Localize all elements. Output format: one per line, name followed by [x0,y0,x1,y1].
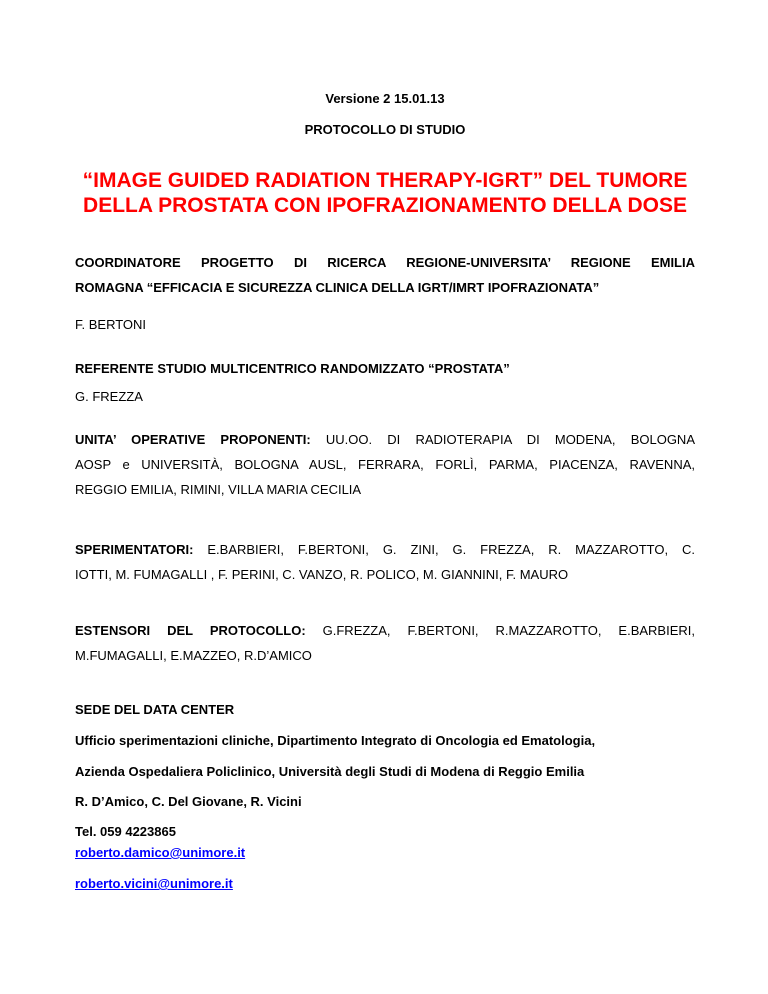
study-title [75,168,695,218]
referent-heading: REFERENTE STUDIO MULTICENTRICO RANDOMIZZATO “PROSTATA” [75,361,510,376]
operative-units-line-1 [75,427,695,452]
operative-units-line-2: AOSP e UNIVERSITÀ, BOLOGNA AUSL, FERRARA, FORLÌ, PARMA, PIACENZA, RAVENNA, [75,457,695,472]
protocol-label: PROTOCOLLO DI STUDIO [304,122,466,137]
protocol-authors-line-2: M.FUMAGALLI, E.MAZZEO, R.D’AMICO [75,648,312,663]
coordinator-heading-line-1: COORDINATORE PROGETTO DI RICERCA REGIONE-UNIVERSITA’ REGIONE EMILIA [75,255,695,270]
protocol-authors-line-1 [75,618,695,643]
coordinator-heading [75,250,695,300]
experimenters-line-2: IOTTI, M. FUMAGALLI , F. PERINI, C. VANZO, R. POLICO, M. GIANNINI, F. MAURO [75,567,569,582]
data-center-hospital: Azienda Ospedaliera Policlinico, Università degli Studi di Modena di Reggio Emilia [75,764,585,779]
operative-units-line-3: REGGIO EMILIA, RIMINI, VILLA MARIA CECILIA [75,482,362,497]
protocol-authors-label: ESTENSORI DEL PROTOCOLLO: [75,623,306,638]
protocol-authors-text-1: G.FREZZA, F.BERTONI, R.MAZZAROTTO, E.BARBIERI, [322,623,695,638]
experimenters-line-1 [75,537,695,562]
data-center-email-2-row [75,871,695,896]
operative-units [75,427,695,502]
data-center-phone: Tel. 059 4223865 [75,824,176,839]
email-link-damico[interactable]: roberto.damico@unimore.it [75,845,246,860]
coordinator-name: F. BERTONI [75,317,147,332]
study-title-line-2: DELLA PROSTATA CON IPOFRAZIONAMENTO DELLA DOSE [83,194,687,217]
data-center-email-1-row [75,840,695,865]
study-title-line-1: “IMAGE GUIDED RADIATION THERAPY-IGRT” DEL TUMORE [82,169,688,192]
data-center-office: Ufficio sperimentazioni cliniche, Dipartimento Integrato di Oncologia ed Ematologia, [75,733,596,748]
referent-name: G. FREZZA [75,389,143,404]
experimenters-label: SPERIMENTATORI: [75,542,194,557]
data-center-heading: SEDE DEL DATA CENTER [75,702,235,717]
experimenters-text-1: E.BARBIERI, F.BERTONI, G. ZINI, G. FREZZA, R. MAZZAROTTO, C. [207,542,695,557]
experimenters [75,537,695,587]
operative-units-label: UNITA’ OPERATIVE PROPONENTI: [75,432,311,447]
operative-units-text-1: UU.OO. DI RADIOTERAPIA DI MODENA, BOLOGNA [325,432,695,447]
email-link-vicini[interactable]: roberto.vicini@unimore.it [75,876,233,891]
protocol-authors [75,618,695,668]
version-label: Versione 2 15.01.13 [325,91,445,106]
data-center-people: R. D’Amico, C. Del Giovane, R. Vicini [75,794,302,809]
coordinator-heading-line-2: ROMAGNA “EFFICACIA E SICUREZZA CLINICA DELLA IGRT/IMRT IPOFRAZIONATA” [75,280,600,295]
